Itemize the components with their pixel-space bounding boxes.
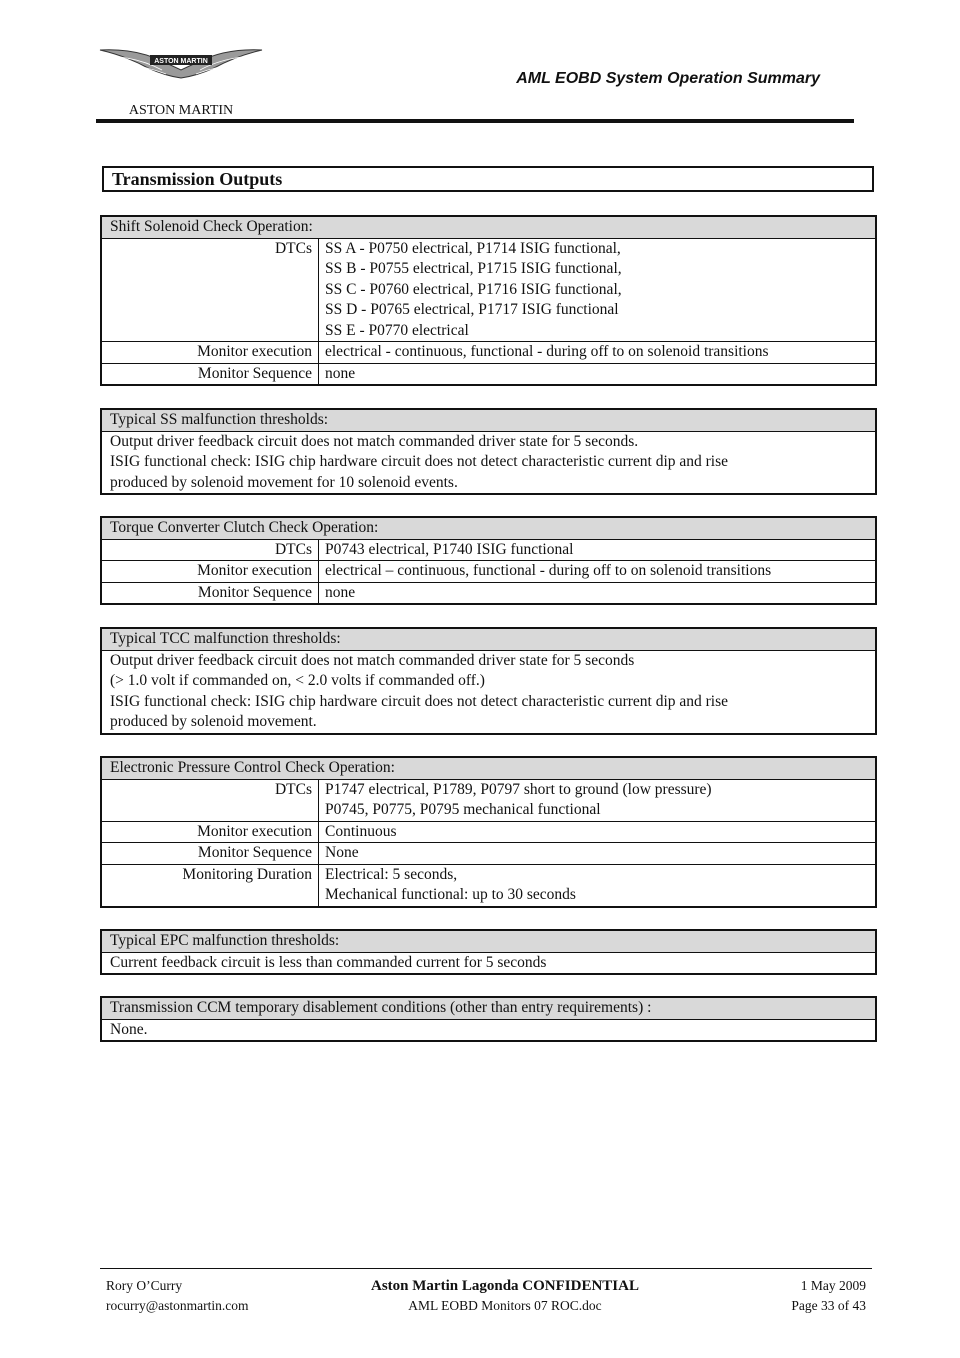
dtc-line: SS A - P0750 electrical, P1714 ISIG functional, <box>325 239 621 257</box>
table-header: Electronic Pressure Control Check Operation: <box>101 757 876 779</box>
monitor-sequence-label: Monitor Sequence <box>101 582 319 604</box>
dtc-line: SS E - P0770 electrical <box>325 321 469 339</box>
logo-badge-text: ASTON MARTIN <box>154 58 208 65</box>
table-header: Transmission CCM temporary disablement conditions (other than entry requirements) : <box>101 997 876 1019</box>
footer-right-block <box>700 1276 866 1316</box>
ccm-disablement-table <box>100 996 877 1042</box>
thresholds-text <box>101 650 876 734</box>
footer-confidential: Aston Martin Lagonda CONFIDENTIAL <box>371 1278 639 1294</box>
duration-line: Mechanical functional: up to 30 seconds <box>325 886 576 903</box>
dtcs-label: DTCs <box>101 779 319 821</box>
tcc-check-table <box>100 516 877 605</box>
disablement-text: None. <box>101 1019 876 1041</box>
shift-solenoid-check-table <box>100 215 877 386</box>
footer-email: rocurry@astonmartin.com <box>106 1298 249 1313</box>
dtcs-label: DTCs <box>101 238 319 342</box>
dtc-line: SS B - P0755 electrical, P1715 ISIG functional, <box>325 260 622 277</box>
dtc-line: SS C - P0760 electrical, P1716 ISIG functional, <box>325 280 622 298</box>
monitor-execution-label: Monitor execution <box>101 561 319 583</box>
footer-center-block <box>340 1276 670 1316</box>
dtcs-value <box>319 238 877 342</box>
table-header: Shift Solenoid Check Operation: <box>101 216 876 238</box>
footer-document-name: AML EOBD Monitors 07 ROC.doc <box>408 1298 602 1313</box>
dtcs-value: P0743 electrical, P1740 ISIG functional <box>319 539 877 561</box>
monitor-sequence-label: Monitor Sequence <box>101 843 319 865</box>
logo-wordmark: ASTON MARTIN <box>128 103 234 118</box>
text-line: Output driver feedback circuit does not match commanded driver state for 5 seconds. <box>110 432 639 450</box>
table-header: Torque Converter Clutch Check Operation: <box>101 517 876 539</box>
thresholds-text <box>101 431 876 494</box>
monitoring-duration-label: Monitoring Duration <box>101 864 319 907</box>
monitoring-duration-value <box>319 864 877 907</box>
dtc-line: SS D - P0765 electrical, P1717 ISIG functional <box>325 301 619 318</box>
aston-martin-logo <box>96 40 266 120</box>
text-line: Output driver feedback circuit does not match commanded driver state for 5 seconds <box>110 651 635 669</box>
footer-divider <box>100 1268 872 1269</box>
table-header: Typical TCC malfunction thresholds: <box>101 628 876 650</box>
duration-line: Electrical: 5 seconds, <box>325 865 458 883</box>
monitor-execution-label: Monitor execution <box>101 342 319 364</box>
document-header-title: AML EOBD System Operation Summary <box>516 70 820 87</box>
monitor-execution-value: electrical – continuous, functional - during off to on solenoid transitions <box>319 561 877 583</box>
monitor-sequence-value: none <box>319 582 877 604</box>
footer-author-block <box>106 1276 249 1316</box>
dtc-line: P0745, P0775, P0795 mechanical functional <box>325 801 601 818</box>
dtcs-value <box>319 779 877 821</box>
monitor-execution-value: electrical - continuous, functional - during off to on solenoid transitions <box>319 342 877 364</box>
header-divider <box>96 119 854 123</box>
monitor-execution-value: Continuous <box>319 821 877 843</box>
table-header: Typical SS malfunction thresholds: <box>101 409 876 431</box>
monitor-sequence-label: Monitor Sequence <box>101 363 319 385</box>
footer-author: Rory O’Curry <box>106 1278 183 1293</box>
thresholds-text: Current feedback circuit is less than commanded current for 5 seconds <box>101 952 876 974</box>
epc-thresholds-table <box>100 929 877 975</box>
monitor-sequence-value: None <box>319 843 877 865</box>
text-line: produced by solenoid movement for 10 solenoid events. <box>110 473 458 491</box>
section-title: Transmission Outputs <box>102 166 874 192</box>
tcc-thresholds-table <box>100 627 877 735</box>
footer-date: 1 May 2009 <box>800 1278 866 1293</box>
text-line: ISIG functional check: ISIG chip hardware circuit does not detect characteristic current dip and rise <box>110 692 729 710</box>
table-header: Typical EPC malfunction thresholds: <box>101 930 876 952</box>
text-line: (> 1.0 volt if commanded on, < 2.0 volts if commanded off.) <box>110 672 485 689</box>
ss-thresholds-table <box>100 408 877 495</box>
text-line: ISIG functional check: ISIG chip hardware circuit does not detect characteristic current dip and rise <box>110 453 729 470</box>
dtc-line: P1747 electrical, P1789, P0797 short to ground (low pressure) <box>325 780 712 798</box>
epc-check-table <box>100 756 877 908</box>
text-line: produced by solenoid movement. <box>110 713 317 730</box>
footer-page-number: Page 33 of 43 <box>791 1298 866 1313</box>
monitor-execution-label: Monitor execution <box>101 821 319 843</box>
monitor-sequence-value: none <box>319 363 877 385</box>
dtcs-label: DTCs <box>101 539 319 561</box>
